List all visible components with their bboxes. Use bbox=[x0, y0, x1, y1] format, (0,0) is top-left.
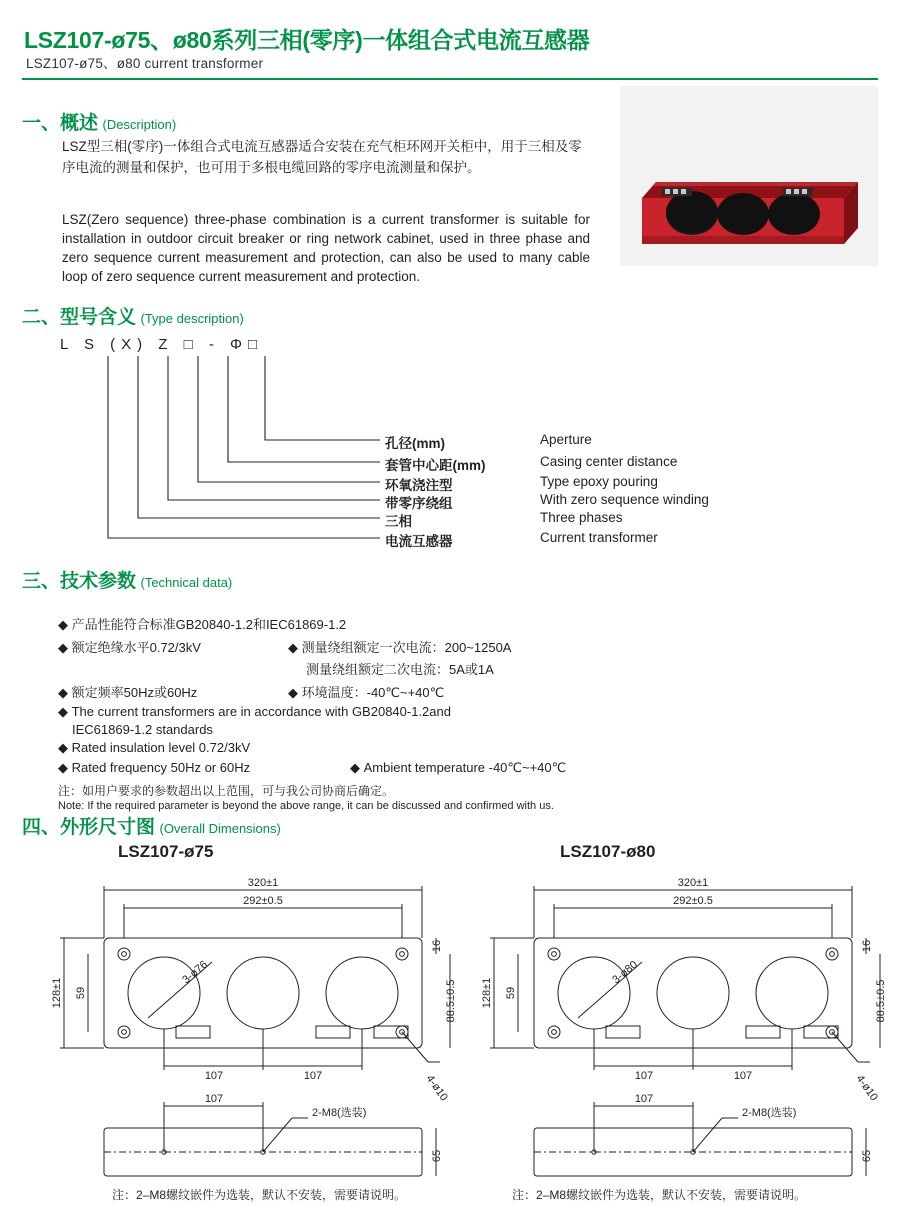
right-dim-16: 16 bbox=[861, 939, 873, 953]
drawing-right-title: LSZ107-ø80 bbox=[560, 842, 656, 861]
bullet-icon: ◆ bbox=[350, 760, 364, 775]
drawing-left-title: LSZ107-ø75 bbox=[118, 842, 214, 861]
section-overview-title-cn: 概述 bbox=[60, 113, 99, 134]
type-label-cn-5: 电流互感器 bbox=[385, 534, 453, 549]
section-dimensions-number: 四、 bbox=[22, 817, 61, 838]
tech-item-cn-0-text: 产品性能符合标准GB20840-1.2和IEC61869-1.2 bbox=[71, 617, 347, 632]
bullet-icon: ◆ bbox=[58, 617, 72, 632]
right-hole-dia: 3-ø80 bbox=[610, 958, 640, 987]
tech-item-cn-4 bbox=[306, 659, 494, 678]
overview-paragraph-cn: LSZ型三相(零序)一体组合式电流互感器适合安装在充气柜环网开关柜中，用于三相及零序电流的测量和保护，也可用于多根电缆回路的零序电流测量和保护。 bbox=[62, 139, 582, 175]
drawing-lsz107-75 bbox=[36, 866, 466, 1196]
section-dimensions-title-en: (Overall Dimensions) bbox=[159, 821, 281, 836]
bullet-icon: ◆ bbox=[288, 640, 302, 655]
section-overview-heading bbox=[22, 108, 176, 135]
bullet-icon: ◆ bbox=[58, 760, 72, 775]
left-dim-height: 128±1 bbox=[51, 977, 63, 1009]
type-label-en-2: Type epoxy pouring bbox=[540, 474, 658, 489]
tech-item-cn-5 bbox=[288, 682, 444, 701]
type-label-cn-3: 带零序绕组 bbox=[385, 496, 453, 511]
left-dim-top2: 292±0.5 bbox=[243, 895, 283, 907]
drawing-lsz107-80 bbox=[466, 866, 896, 1196]
type-label-cn-2: 环氧浇注型 bbox=[385, 478, 453, 493]
right-dim-59: 59 bbox=[505, 986, 517, 1000]
tech-item-en-3-text: Rated frequency 50Hz or 60Hz bbox=[71, 760, 251, 775]
bullet-icon: ◆ bbox=[58, 640, 72, 655]
tech-item-en-3 bbox=[58, 760, 250, 776]
tech-item-cn-4-text: 测量绕组额定二次电流：5A或1A bbox=[306, 662, 494, 677]
type-label-en-1: Casing center distance bbox=[540, 454, 678, 469]
section-dimensions-heading bbox=[22, 812, 281, 839]
bullet-icon: ◆ bbox=[58, 704, 72, 719]
section-type-heading bbox=[22, 302, 244, 329]
right-mount-dia: 4-ø10 bbox=[853, 1072, 880, 1104]
left-dim-59: 59 bbox=[75, 986, 87, 1000]
section-type-number: 二、 bbox=[22, 307, 61, 328]
tech-item-en-1 bbox=[72, 722, 213, 737]
section-type-title-cn: 型号含义 bbox=[60, 307, 137, 328]
tech-item-cn-1-text: 额定绝缘水平0.72/3kV bbox=[71, 640, 201, 655]
tech-item-en-2-text: Rated insulation level 0.72/3kV bbox=[71, 740, 251, 755]
right-dim-885: 88.5±0.5 bbox=[875, 979, 887, 1023]
tech-item-en-0 bbox=[58, 704, 451, 720]
page-subtitle: LSZ107-ø75、ø80 current transformer bbox=[26, 56, 264, 71]
product-photo bbox=[620, 86, 878, 266]
tech-item-en-0-text: The current transformers are in accordance with GB20840-1.2and bbox=[71, 704, 451, 719]
right-side-pitch: 107 bbox=[634, 1093, 654, 1105]
left-pitch-2: 107 bbox=[303, 1070, 323, 1082]
left-side-label: 2-M8(选装) bbox=[312, 1107, 367, 1119]
technical-note-en: Note: If the required parameter is beyond the above range, it can be discussed and confirmed with us. bbox=[58, 800, 554, 812]
tech-item-cn-5-text: 环境温度：-40℃~+40℃ bbox=[301, 685, 445, 700]
drawing-right-note: 注：2–M8螺纹嵌件为选装，默认不安装，需要请说明。 bbox=[512, 1188, 807, 1202]
type-label-cn-4: 三相 bbox=[385, 514, 412, 529]
left-dim-16: 16 bbox=[431, 939, 443, 953]
page-title: LSZ107-ø75、ø80系列三相(零序)一体组合式电流互感器 bbox=[24, 27, 590, 53]
right-dim-height: 128±1 bbox=[481, 977, 493, 1009]
section-type-title-en: (Type description) bbox=[140, 311, 244, 326]
product-photo-image bbox=[620, 86, 878, 266]
tech-item-cn-2 bbox=[58, 682, 197, 701]
right-pitch-1: 107 bbox=[634, 1070, 654, 1082]
type-label-cn-1: 套管中心距(mm) bbox=[385, 458, 486, 473]
type-label-en-3: With zero sequence winding bbox=[540, 492, 709, 507]
right-side-label: 2-M8(选装) bbox=[742, 1107, 797, 1119]
left-side-pitch: 107 bbox=[204, 1093, 224, 1105]
left-dim-top1: 320±1 bbox=[247, 877, 279, 889]
section-overview-number: 一、 bbox=[22, 113, 61, 134]
right-dim-top1: 320±1 bbox=[677, 877, 709, 889]
type-label-en-5: Current transformer bbox=[540, 530, 658, 545]
section-technical-title-en: (Technical data) bbox=[140, 575, 233, 590]
overview-paragraph-en: LSZ(Zero sequence) three-phase combination is a current transformer is suitable for installation in outdoor circuit breaker or ring network cabinet, used in three phase and zero sequence current measurement and protection, can also be used to many cable loop of zero sequence current measurement and protection. bbox=[62, 212, 590, 284]
tech-item-cn-0 bbox=[58, 614, 346, 633]
type-code-string: L S (X) Z □ - Φ□ bbox=[60, 336, 264, 353]
left-pitch-1: 107 bbox=[204, 1070, 224, 1082]
section-technical-heading bbox=[22, 566, 232, 593]
bullet-icon: ◆ bbox=[58, 740, 72, 755]
header-divider bbox=[22, 78, 878, 80]
type-label-en-0: Aperture bbox=[540, 432, 592, 447]
left-dim-885: 88.5±0.5 bbox=[445, 979, 457, 1023]
bullet-icon: ◆ bbox=[288, 685, 302, 700]
left-side-height: 65 bbox=[431, 1149, 443, 1163]
type-label-en-4: Three phases bbox=[540, 510, 623, 525]
section-technical-title-cn: 技术参数 bbox=[60, 571, 137, 592]
type-label-cn-0: 孔径(mm) bbox=[385, 436, 445, 451]
tech-item-en-4-text: Ambient temperature -40℃~+40℃ bbox=[363, 760, 567, 775]
technical-note-cn: 注：如用户要求的参数超出以上范围，可与我公司协商后确定。 bbox=[58, 784, 395, 798]
right-dim-top2: 292±0.5 bbox=[673, 895, 713, 907]
right-pitch-2: 107 bbox=[733, 1070, 753, 1082]
tech-item-cn-3-text: 测量绕组额定一次电流：200~1250A bbox=[301, 640, 512, 655]
tech-item-cn-1 bbox=[58, 637, 201, 656]
tech-item-en-2 bbox=[58, 740, 250, 756]
section-technical-number: 三、 bbox=[22, 571, 61, 592]
left-hole-dia: 3-ø76 bbox=[180, 958, 210, 987]
tech-item-en-1-text: IEC61869-1.2 standards bbox=[72, 722, 213, 737]
left-mount-dia: 4-ø10 bbox=[423, 1072, 450, 1104]
section-dimensions-title-cn: 外形尺寸图 bbox=[60, 817, 156, 838]
tech-item-cn-2-text: 额定频率50Hz或60Hz bbox=[71, 685, 198, 700]
drawing-left-note: 注：2–M8螺纹嵌件为选装，默认不安装，需要请说明。 bbox=[112, 1188, 407, 1202]
section-overview-title-en: (Description) bbox=[102, 117, 177, 132]
right-side-height: 65 bbox=[861, 1149, 873, 1163]
bullet-icon: ◆ bbox=[58, 685, 72, 700]
tech-item-cn-3 bbox=[288, 637, 511, 656]
tech-item-en-4 bbox=[350, 760, 566, 776]
